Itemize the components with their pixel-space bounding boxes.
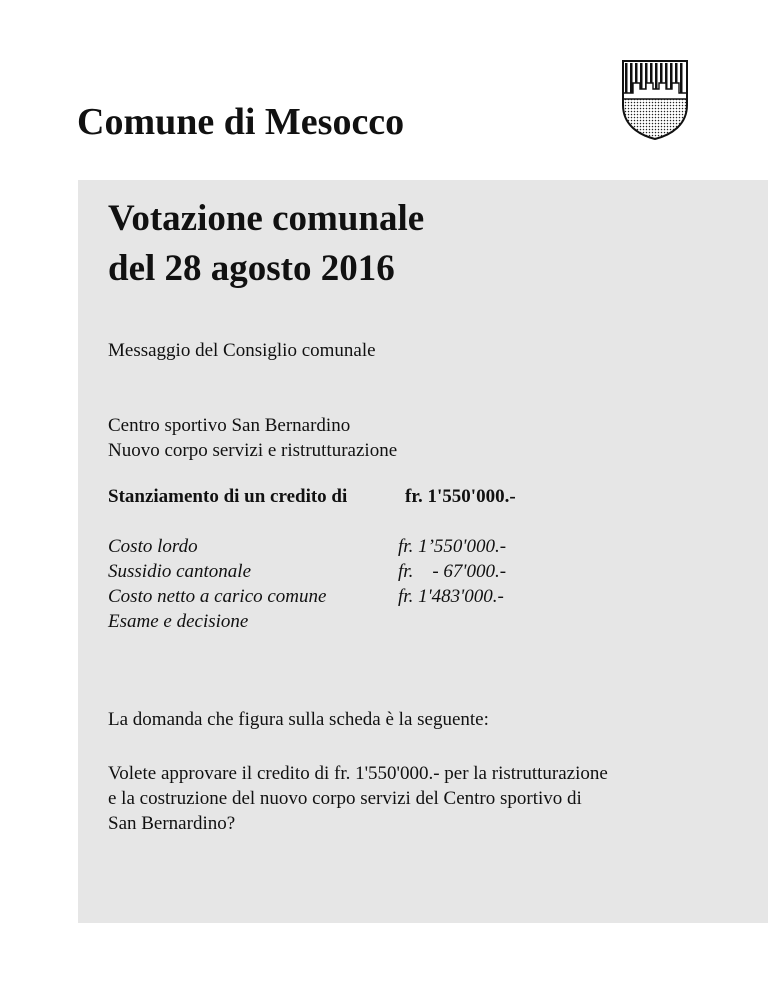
municipality-name: Comune di Mesocco (77, 101, 405, 143)
vote-title-line-1: Votazione comunale (108, 198, 425, 239)
cost-amount: fr. - 67'000.- (398, 561, 507, 582)
ballot-question (108, 761, 608, 836)
vote-title (108, 194, 424, 294)
cost-breakdown (108, 534, 708, 634)
cost-row (108, 534, 708, 559)
subject-line-2: Nuovo corpo servizi e ristrutturazione (108, 440, 398, 461)
subject-line-1: Centro sportivo San Bernardino (108, 415, 351, 436)
cost-label: Costo lordo (108, 536, 198, 557)
subject (108, 413, 397, 463)
question-line-1: Volete approvare il credito di fr. 1'550'000.- per la ristrutturazione (108, 763, 608, 784)
question-intro: La domanda che figura sulla scheda è la seguente: (108, 709, 489, 730)
question-line-3: San Bernardino? (108, 813, 236, 834)
coat-of-arms-icon (621, 59, 689, 141)
cost-row (108, 584, 708, 609)
credit-row (108, 484, 516, 509)
vote-title-line-2: del 28 agosto 2016 (108, 248, 395, 289)
message-label: Messaggio del Consiglio comunale (108, 340, 376, 361)
credit-label: Stanziamento di un credito di (108, 486, 348, 507)
question-line-2: e la costruzione del nuovo corpo servizi del Centro sportivo di (108, 788, 582, 809)
cost-label: Esame e decisione (108, 611, 249, 632)
credit-amount: fr. 1'550'000.- (405, 486, 516, 507)
cost-label: Sussidio cantonale (108, 561, 252, 582)
cost-amount: fr. 1’550'000.- (398, 536, 507, 557)
cost-row (108, 609, 708, 634)
cost-label: Costo netto a carico comune (108, 586, 327, 607)
cost-amount: fr. 1'483'000.- (398, 586, 504, 607)
cost-row (108, 559, 708, 584)
vote-panel (78, 180, 768, 923)
